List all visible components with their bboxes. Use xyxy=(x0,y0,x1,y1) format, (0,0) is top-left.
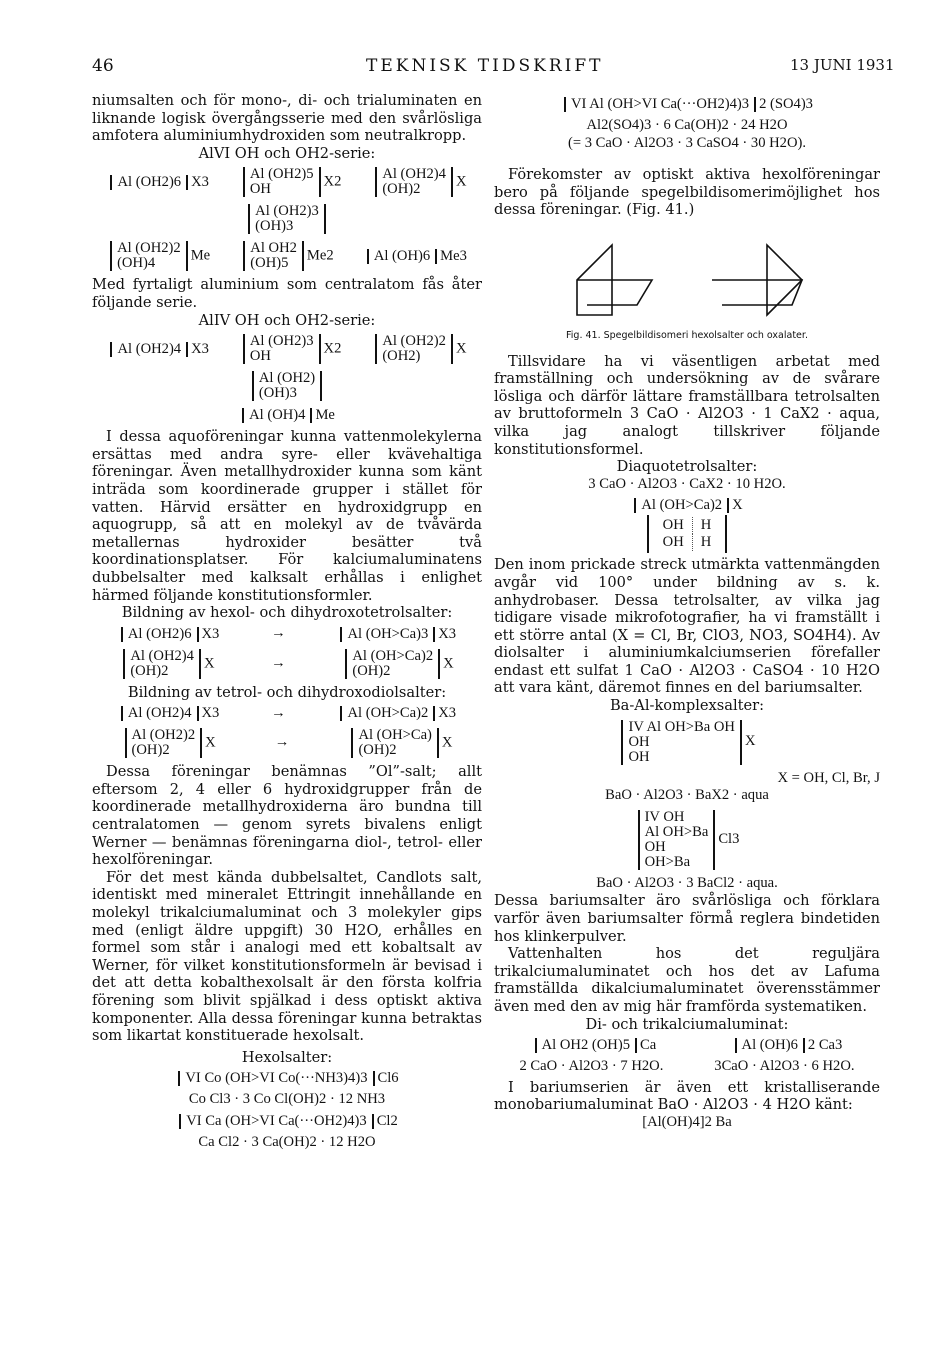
paragraph: För det mest kända dubbelsaltet, Candlots salt, identiskt med mineralet Ettringit innehållande en molekyl trikalciumaluminat och 3 molekyler gips med (enligt äldre uppgift) 30 H2O, erhålles en formel som står i analogi med ett kobaltsalt av Werner, för vilket konstitutionsformeln är bevisad i det att detta kobalthexolsalt är den första kolfria förening som blivit spjälkad i dess optiskt aktiva komponenter. Alla dessa föreningar kunna betraktas som likartat konstituerade hexolsalt. xyxy=(92,868,482,1045)
formula: (OH)3 xyxy=(255,218,294,235)
formula: X3 xyxy=(201,705,220,722)
water-grid xyxy=(647,515,728,553)
formula: Cl2 xyxy=(376,1112,398,1129)
formula: (OH)2 xyxy=(130,662,169,679)
formula: Al (OH2)4 xyxy=(121,706,199,721)
formula: OH xyxy=(662,534,684,551)
formula: X = OH, Cl, Br, J xyxy=(777,769,880,786)
formula: OH xyxy=(662,517,684,534)
formula: X3 xyxy=(201,625,220,642)
formula: X3 xyxy=(191,173,209,190)
formula: Al (OH>Ca)2 xyxy=(340,706,435,721)
isomer-plane-left xyxy=(577,280,652,305)
paragraph: I bariumserien är även ett kristalliserande monobariumaluminat BaO · Al2O3 · 4 H2O känt: xyxy=(494,1078,880,1114)
formula: X xyxy=(443,655,454,672)
formula: Cl6 xyxy=(377,1070,399,1087)
formula: Al (OH>Ca)3 xyxy=(340,627,435,642)
formula: Al (OH2)3 xyxy=(249,333,314,350)
section-heading: Bildning av tetrol- och dihydroxodiolsalter: xyxy=(127,683,447,701)
formula: Al (OH2)2 xyxy=(117,240,181,257)
formula: Al (OH)4 xyxy=(242,408,312,423)
paragraph: I dessa aquoföreningar kunna vattenmolekylerna ersättas med andra syre- eller kvävehaltiga föreningar. Även metallhydroxider kunna som känt inträda som koordinerade grupper i stället för vatten. Härvid ersätter en hydroxidgrupp en aquogrupp, så att en molekyl av de tvåvärda metallernas hydroxider besätter två koordinationsplatser. För kalciumaluminatens dubbelsalter med kalksalt erhållas i enlighet härmed följande konstitutionsformler. xyxy=(92,428,482,604)
figure-caption: Fig. 41. Spegelbildisomeri hexolsalter och oxalater. xyxy=(566,329,808,341)
paragraph: Den inom prickade streck utmärkta vattenmängden avgår vid 100° under bildning av s. k. anhydrobaser. Dessa tetrolsalter, av vilka jag tidigare visade mikrofotografier, ha vi framställt i ett större antal (X = Cl, Br, ClO3, NO3, SO4H4). Av diolsalter i aluminiumkalciumserien förefaller endast ett sulfat 1 CaO · Al2O3 · CaSO4 · 10 H2O att vara känt, däremot finnes en del bariumsalter. xyxy=(494,556,880,697)
formula: IV OH xyxy=(644,808,685,825)
figure-41 xyxy=(494,225,880,325)
paragraph: Tillsvidare ha vi väsentligen arbetat med framställning och undersökning av de svårare lösliga och därför lättare framställbara tetrolsalten av bruttoformeln 3 CaO · Al2O3 · 1 CaX2 · aqua, vilka jag analogt tillskriver följande konstitutionsformel. xyxy=(494,352,880,458)
formula: (OH)5 xyxy=(250,255,289,272)
formula: OH xyxy=(249,348,271,365)
formula: Me3 xyxy=(440,247,467,264)
formula: VI Al (OH>VI Ca(···OH2)4)3 xyxy=(564,97,756,112)
formula: Al OH2 xyxy=(250,240,297,257)
formula: Al (OH2)3 xyxy=(255,203,319,220)
paragraph: Vattenhalten hos det reguljära trikalciumaluminatet och hos det av Lafuma framställda dikalciumaluminatet överensstämmer även med den av mig här framförda systematiken. xyxy=(494,945,880,1015)
formula: Al OH>Ba xyxy=(644,823,709,840)
paragraph: Dessa bariumsalter äro svårlösliga och förklara varför även bariumsalter förmå reglera bindetiden hos klinkerpulver. xyxy=(494,892,880,945)
formula: X xyxy=(203,655,215,672)
formula: (OH)2 xyxy=(131,742,170,759)
formula: X2 xyxy=(323,340,342,357)
arrow: → xyxy=(271,704,286,721)
section-heading: Di- och trikalciumaluminat: xyxy=(585,1015,789,1033)
formula: 2 Ca3 xyxy=(807,1037,843,1054)
formula: Al (OH2)4 xyxy=(110,342,188,357)
formula: Ca Cl2 · 3 Ca(OH)2 · 12 H2O xyxy=(198,1133,376,1150)
formula: Ca xyxy=(640,1037,657,1054)
arrow: → xyxy=(271,625,286,642)
formula: VI Co (OH>VI Co(···NH3)4)3 xyxy=(178,1071,374,1086)
formula: 3CaO · Al2O3 · 6 H2O. xyxy=(714,1058,855,1075)
formula: X3 xyxy=(438,705,457,722)
isomer-diagram xyxy=(557,225,817,325)
paragraph: Dessa föreningar benämnas ”Ol”-salt; allt eftersom 2, 4 eller 6 hydroxidgrupper från de koordinerade metallhydroxiderna äro bundna till centralatomen — genom syrets bivalens enligt Werner — benämnas föreningarna diol-, tetrol- eller hexolföreningar. xyxy=(92,763,482,869)
formula: OH xyxy=(628,748,650,765)
section-heading: Ba-Al-komplexsalter: xyxy=(609,697,765,715)
formula: Al (OH2)2 xyxy=(131,727,196,744)
arrow: → xyxy=(274,734,290,751)
formula: 3 CaO · Al2O3 · CaX2 · 10 H2O. xyxy=(588,475,786,492)
formula: Al (OH>Ca)2 xyxy=(634,498,729,513)
formula: OH xyxy=(249,181,271,198)
formula: Me2 xyxy=(306,247,334,264)
formula: X3 xyxy=(438,625,457,642)
formula: H xyxy=(692,517,720,534)
formula: Al (OH2)2 xyxy=(382,333,446,350)
formula: Al (OH)6 xyxy=(735,1038,805,1053)
journal-title: TEKNISK TIDSKRIFT xyxy=(366,56,604,76)
paragraph: niumsalten och för mono-, di- och trialuminaten en liknande logisk övergångsserie med den svårlösliga amfotera aluminiumhydroxiden som neutralkropp. xyxy=(92,92,482,145)
formula: Me xyxy=(190,247,211,264)
formula: H xyxy=(692,534,720,551)
page-number: 46 xyxy=(92,56,114,76)
left-column xyxy=(92,92,482,1152)
formula: OH>Ba xyxy=(644,853,691,870)
formula: (OH)3 xyxy=(258,385,297,402)
formula: [Al(OH)4]2 Ba xyxy=(642,1113,732,1130)
formula: Al2(SO4)3 · 6 Ca(OH)2 · 24 H2O xyxy=(586,117,788,133)
formula: X xyxy=(441,734,453,751)
formula: (OH)4 xyxy=(117,255,156,272)
issue-date: 13 JUNI 1931 xyxy=(790,56,895,74)
formula: IV Al OH>Ba OH xyxy=(628,718,735,735)
section-heading: Hexolsalter: xyxy=(241,1048,333,1066)
formula: X xyxy=(732,497,743,514)
formula: Co Cl3 · 3 Co Cl(OH)2 · 12 NH3 xyxy=(188,1091,386,1108)
formula: OH xyxy=(644,838,666,855)
formula: Cl3 xyxy=(718,831,740,848)
formula: Al (OH)6 xyxy=(367,249,437,264)
formula: BaO · Al2O3 · BaX2 · aqua xyxy=(605,787,769,804)
section-heading: Diaquotetrolsalter: xyxy=(616,458,758,476)
paragraph: Med fyrtaligt aluminium som centralatom fås åter följande serie. xyxy=(92,276,482,311)
formula: Al (OH2) xyxy=(258,370,316,387)
formula: (OH2) xyxy=(382,348,421,365)
formula: X3 xyxy=(191,340,209,357)
formula: X xyxy=(205,734,216,751)
formula: VI Ca (OH>VI Ca(···OH2)4)3 xyxy=(179,1114,373,1129)
formula: Al (OH2)5 xyxy=(249,166,314,183)
formula: (= 3 CaO · Al2O3 · 3 CaSO4 · 30 H2O). xyxy=(567,134,807,151)
formula: X2 xyxy=(323,173,342,190)
section-heading: Bildning av hexol- och dihydroxotetrolsalter: xyxy=(121,604,453,622)
formula: X xyxy=(455,173,467,190)
section-heading: AlVI OH och OH2-serie: xyxy=(198,144,376,162)
formula: Al (OH2)6 xyxy=(121,627,199,642)
paragraph: Förekomster av optiskt aktiva hexolföreningar bero på följande spegelbildisomerimöjlighet hos dessa föreningar. (Fig. 41.) xyxy=(494,166,880,219)
formula: (OH)2 xyxy=(358,742,397,759)
formula: Al (OH2)4 xyxy=(382,166,446,183)
formula: Al (OH2)6 xyxy=(110,175,188,190)
formula: Al (OH2)4 xyxy=(130,647,194,664)
formula: (OH)2 xyxy=(352,662,391,679)
formula: Me xyxy=(315,407,335,423)
section-heading: AlIV OH och OH2-serie: xyxy=(198,311,376,329)
right-column xyxy=(494,92,880,1132)
formula: 2 CaO · Al2O3 · 7 H2O. xyxy=(519,1058,664,1075)
arrow: → xyxy=(271,654,286,671)
formula: Al OH2 (OH)5 xyxy=(535,1038,637,1053)
formula: Al (OH>Ca)2 xyxy=(352,647,434,664)
formula: 2 (SO4)3 xyxy=(759,95,813,112)
formula: X xyxy=(744,733,756,750)
formula: OH xyxy=(628,733,650,750)
formula: X xyxy=(455,340,467,357)
formula: Al (OH>Ca) xyxy=(358,727,432,744)
formula: (OH)2 xyxy=(382,181,421,198)
formula: BaO · Al2O3 · 3 BaCl2 · aqua. xyxy=(596,874,778,891)
